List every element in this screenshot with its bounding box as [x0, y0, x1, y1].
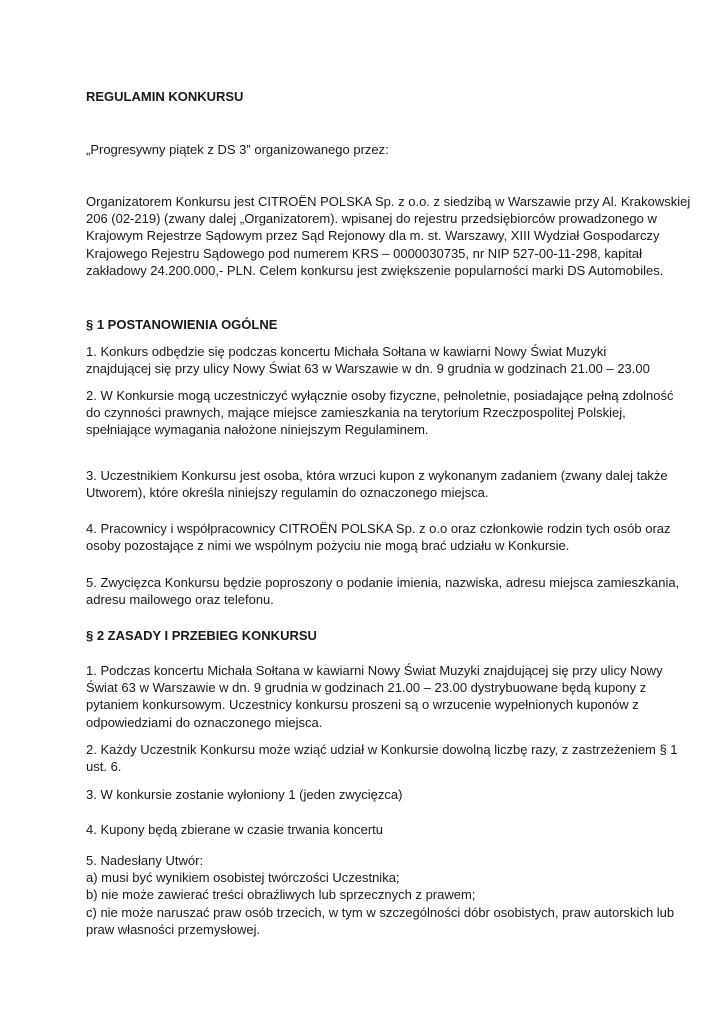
text-line: odpowiedziami do oznaczonego miejsca.	[86, 714, 323, 730]
section-1-heading: § 1 POSTANOWIENIA OGÓLNE	[86, 317, 278, 332]
text-line: Krajowego Rejestru Sądowego pod numerem KRS – 0000030735, nr NIP 527-00-11-298, kapitał	[86, 245, 642, 261]
section-1-paragraph-5	[86, 574, 680, 608]
section-2-paragraph-3	[86, 786, 646, 803]
text-line: 5. Zwycięzca Konkursu będzie poproszony o podanie imienia, nazwiska, adresu miejsca zamieszkania,	[86, 575, 680, 590]
text-line: praw własności przemysłowej.	[86, 921, 261, 937]
section-2-heading: § 2 ZASADY I PRZEBIEG KONKURSU	[86, 628, 317, 643]
text-line: osoby pozostające z nimi we wspólnym pożyciu nie mogą brać udziału w Konkursie.	[86, 538, 570, 554]
text-line: znajdującej się przy ulicy Nowy Świat 63 w Warszawie w dn. 9 grudnia w godzinach 21.00 – 23.00	[86, 361, 650, 377]
text-line: Krajowym Rejestrze Sądowym przez Sąd Rejonowy dla m. st. Warszawy, XIII Wydział Gospodarczy	[86, 228, 660, 244]
section-2-paragraph-2	[86, 741, 678, 775]
section-2-paragraph-5	[86, 852, 675, 938]
text-line: adresu mailowego oraz telefonu.	[86, 592, 274, 608]
section-2-paragraph-1	[86, 662, 663, 731]
section-1-paragraph-2	[86, 387, 674, 439]
section-1-paragraph-1	[86, 343, 650, 377]
text-line: 5. Nadesłany Utwór:	[86, 853, 204, 868]
text-line: Organizatorem Konkursu jest CITROËN POLSKA Sp. z o.o. z siedzibą w Warszawie przy Al. Krakowskiej	[86, 194, 691, 209]
text-line: 206 (02-219) (zwany dalej „Organizatorem). wpisanej do rejestru przedsiębiorców prowadzonego w	[86, 211, 657, 227]
document-title: REGULAMIN KONKURSU	[86, 89, 244, 104]
section-2-paragraph-4	[86, 821, 646, 838]
text-line: zakładowy 24.200.000,- PLN. Celem konkursu jest zwiększenie popularności marki DS Automobiles.	[86, 262, 664, 278]
intro-paragraph	[86, 193, 691, 279]
text-line: 2. W Konkursie mogą uczestniczyć wyłącznie osoby fizyczne, pełnoletnie, posiadające pełną zdolność	[86, 388, 674, 403]
text-line: do czynności prawnych, mające miejsce zamieszkania na terytorium Rzeczpospolitej Polskiej,	[86, 405, 626, 421]
section-1-paragraph-3	[86, 467, 668, 501]
text-line: 1. Konkurs odbędzie się podczas koncertu Michała Sołtana w kawiarni Nowy Świat Muzyki	[86, 344, 607, 359]
text-line: ust. 6.	[86, 759, 122, 775]
text-line: 3. W konkursie zostanie wyłoniony 1 (jeden zwycięzca)	[86, 787, 403, 802]
text-line: Utworem), które określa niniejszy regulamin do oznaczonego miejsca.	[86, 485, 489, 501]
document-subtitle: „Progresywny piątek z DS 3” organizowanego przez:	[86, 142, 389, 157]
text-line: 4. Kupony będą zbierane w czasie trwania koncertu	[86, 822, 384, 837]
text-line: a) musi być wynikiem osobistej twórczości Uczestnika;	[86, 870, 400, 886]
text-line: b) nie może zawierać treści obraźliwych lub sprzecznych z prawem;	[86, 887, 476, 903]
text-line: spełniające wymagania nałożone niniejszym Regulaminem.	[86, 422, 429, 438]
text-line: pytaniem konkursowym. Uczestnicy konkursu proszeni są o wrzucenie wypełnionych kuponów z	[86, 697, 639, 713]
text-line: 2. Każdy Uczestnik Konkursu może wziąć udział w Konkursie dowolną liczbę razy, z zastrzeżeniem § 1	[86, 742, 678, 757]
text-line: 1. Podczas koncertu Michała Sołtana w kawiarni Nowy Świat Muzyki znajdującej się przy ulicy Nowy	[86, 663, 663, 678]
text-line: 4. Pracownicy i współpracownicy CITROËN POLSKA Sp. z o.o oraz członkowie rodzin tych osób oraz	[86, 521, 671, 536]
text-line: 3. Uczestnikiem Konkursu jest osoba, która wrzuci kupon z wykonanym zadaniem (zwany dalej także	[86, 468, 668, 483]
section-1-paragraph-4	[86, 520, 671, 554]
text-line: Świat 63 w Warszawie w dn. 9 grudnia w godzinach 21.00 – 23.00 dystrybuowane będą kupony z	[86, 680, 647, 696]
text-line: c) nie może naruszać praw osób trzecich, w tym w szczególności dóbr osobistych, praw autorskich lub	[86, 904, 675, 920]
